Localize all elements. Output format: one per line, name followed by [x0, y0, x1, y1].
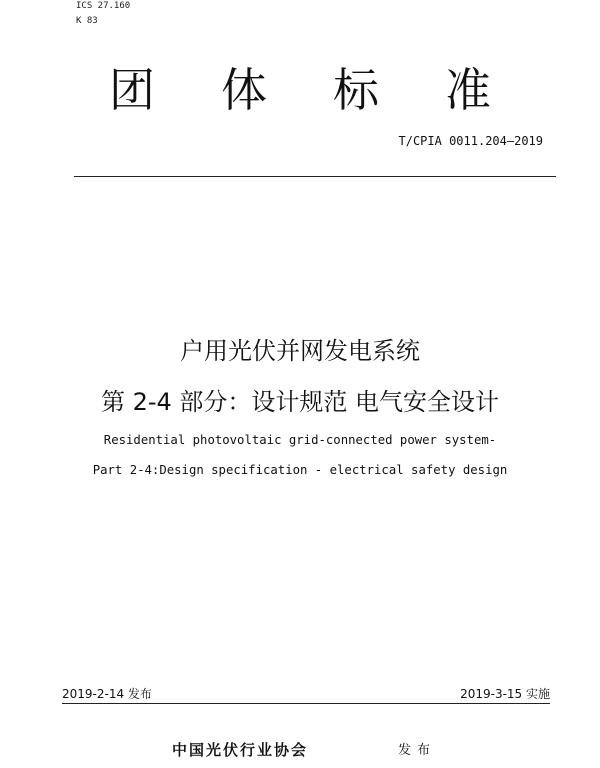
publisher-suffix: 发布: [398, 743, 437, 758]
footer-divider: [62, 703, 550, 704]
english-title-line-2: Part 2-4:Design specification - electrical safety design: [92, 463, 508, 477]
title-char: 标: [333, 63, 379, 117]
english-title-line-1: Residential photovoltaic grid-connected power system-: [103, 433, 497, 447]
publish-date: 2019-2-14 发布: [62, 687, 152, 701]
ics-code: ICS 27.160: [76, 1, 131, 11]
title-char: 团: [109, 63, 155, 117]
chinese-title-line-2: 第 2-4 部分：设计规范 电气安全设计: [100, 388, 500, 416]
chinese-title-line-1: 户用光伏并网发电系统: [180, 337, 420, 365]
document-type-title: [0, 62, 600, 118]
publisher-name: 中国光伏行业协会: [172, 741, 309, 759]
standard-number: T/CPIA 0011.204—2019: [398, 134, 543, 148]
classification-code: K 83: [76, 16, 98, 26]
header-divider: [74, 176, 556, 177]
title-char: 体: [221, 63, 267, 117]
title-char: 准: [445, 63, 491, 117]
implementation-date: 2019-3-15 实施: [460, 687, 550, 701]
